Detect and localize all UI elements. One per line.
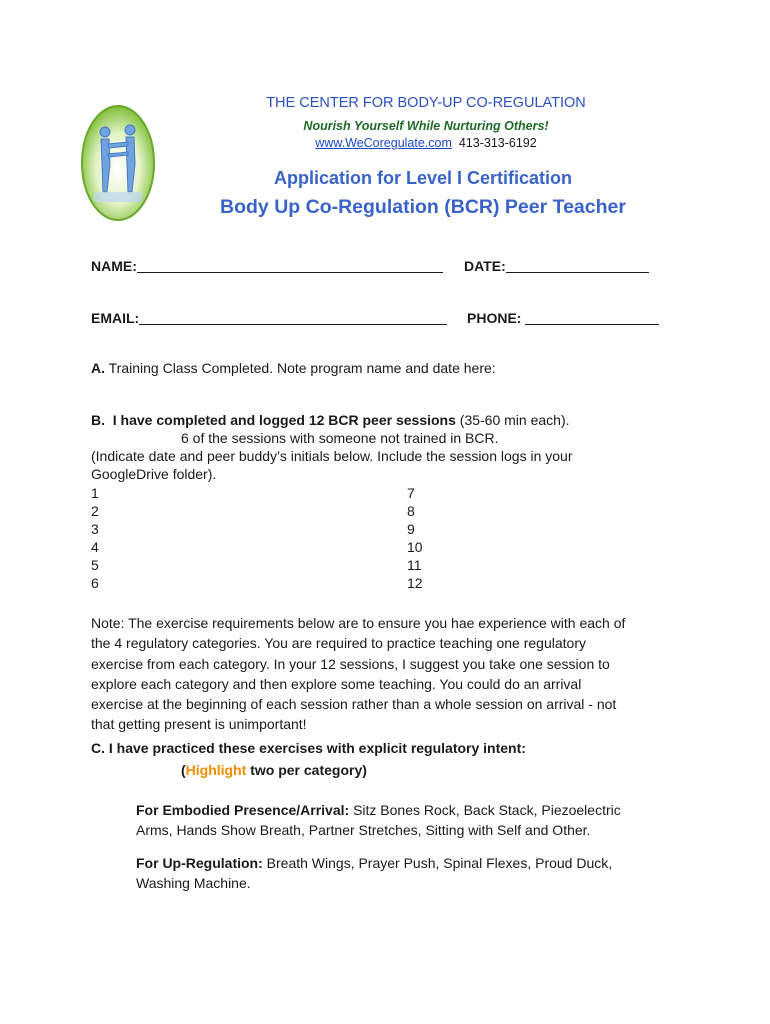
tagline: Nourish Yourself While Nurturing Others! xyxy=(303,119,549,133)
session-numbers-right xyxy=(407,484,423,592)
phone-line[interactable] xyxy=(525,310,659,325)
email-label: EMAIL: xyxy=(91,310,140,326)
section-b-line4: GoogleDrive folder). xyxy=(91,466,217,482)
date-line[interactable] xyxy=(506,258,649,273)
category-label: For Embodied Presence/Arrival: xyxy=(136,802,350,818)
category-up-regulation xyxy=(136,853,612,893)
email-field[interactable] xyxy=(91,310,447,326)
organization-name: THE CENTER FOR BODY-UP CO-REGULATION xyxy=(266,95,586,111)
session-numbers-left xyxy=(91,484,99,592)
session-number: 9 xyxy=(407,521,415,537)
phone-number: 413-313-6192 xyxy=(458,136,537,150)
section-b-duration: (35-60 min each). xyxy=(459,412,570,428)
email-line[interactable] xyxy=(139,310,447,325)
program-title: Body Up Co-Regulation (BCR) Peer Teacher xyxy=(220,196,626,218)
session-number: 3 xyxy=(91,521,99,537)
category-exercises: Sitz Bones Rock, Back Stack, Piezoelectric xyxy=(349,802,621,818)
section-c-heading: C. I have practiced these exercises with explicit regulatory intent: xyxy=(91,740,526,756)
section-b-bold-text: I have completed and logged 12 BCR peer sessions xyxy=(112,412,456,428)
category-embodied-presence xyxy=(136,800,621,840)
section-a-text: Training Class Completed. Note program name and date here: xyxy=(108,360,496,376)
session-number: 8 xyxy=(407,503,415,519)
session-number: 7 xyxy=(407,485,415,501)
category-exercises: Breath Wings, Prayer Push, Spinal Flexes, Proud Duck, xyxy=(262,855,613,871)
name-field[interactable] xyxy=(91,258,443,274)
section-b-line3: (Indicate date and peer buddy’s initials below. Include the session logs in your xyxy=(91,448,573,464)
contact-line xyxy=(0,136,770,150)
session-number: 10 xyxy=(407,539,423,555)
category-label: For Up-Regulation: xyxy=(136,855,263,871)
highlight-rest: two per category) xyxy=(246,762,367,778)
note-line: exercise from each category. In your 12 sessions, I suggest you take one session to xyxy=(91,655,610,672)
phone-field[interactable] xyxy=(467,310,659,326)
session-number: 4 xyxy=(91,539,99,555)
section-b-letter: B. xyxy=(91,412,105,428)
note-line: that getting present is unimportant! xyxy=(91,716,307,733)
note-line: the 4 regulatory categories. You are required to practice teaching one regulatory xyxy=(91,635,586,652)
session-number: 12 xyxy=(407,575,423,591)
note-line: explore each category and then explore some teaching. You could do an arrival xyxy=(91,675,582,692)
note-line: exercise at the beginning of each session rather than a whole session on arrival - not xyxy=(91,696,617,713)
category-exercises: Washing Machine. xyxy=(136,875,251,891)
date-label: DATE: xyxy=(464,258,506,274)
category-exercises: Arms, Hands Show Breath, Partner Stretches, Sitting with Self and Other. xyxy=(136,822,591,838)
date-field[interactable] xyxy=(464,258,649,274)
highlight-word: Highlight xyxy=(185,762,247,778)
note-line: Note: The exercise requirements below are to ensure you hae experience with each of xyxy=(91,615,626,631)
exercise-note xyxy=(91,613,625,735)
section-a-letter: A. xyxy=(91,360,105,376)
session-number: 11 xyxy=(407,557,422,573)
session-number: 5 xyxy=(91,557,99,573)
application-title: Application for Level I Certification xyxy=(273,168,573,188)
session-number: 6 xyxy=(91,575,99,591)
section-b-line2: 6 of the sessions with someone not trained in BCR. xyxy=(181,430,499,446)
website-link[interactable]: www.WeCoregulate.com xyxy=(315,136,452,150)
session-number: 2 xyxy=(91,503,99,519)
highlight-instruction xyxy=(181,762,367,778)
session-number: 1 xyxy=(91,485,99,501)
name-line[interactable] xyxy=(137,258,443,273)
paren-open: ( xyxy=(181,762,186,778)
name-label: NAME: xyxy=(91,258,137,274)
section-a xyxy=(91,359,496,377)
section-b-heading xyxy=(91,411,570,429)
phone-label: PHONE: xyxy=(467,310,522,326)
